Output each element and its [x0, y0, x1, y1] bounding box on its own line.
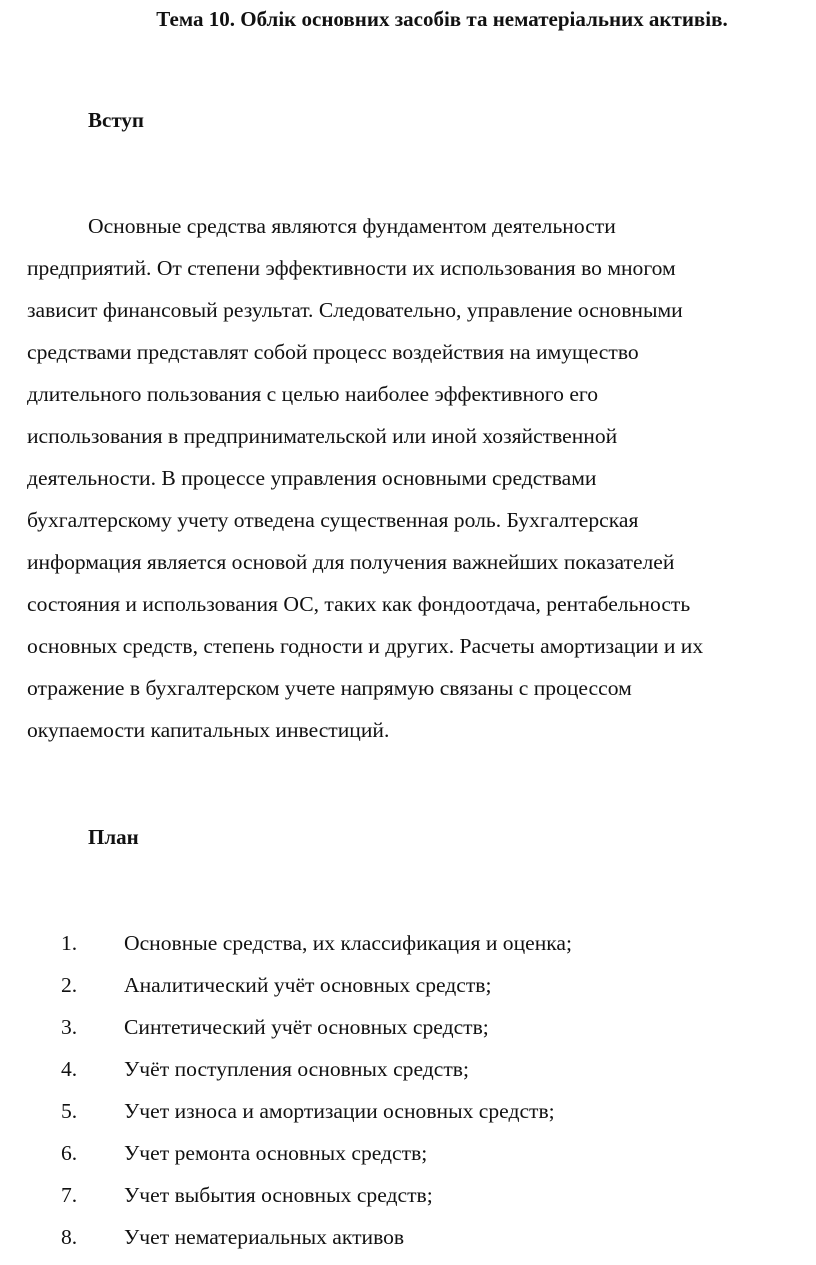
plan-item-number: 6.	[61, 1141, 78, 1165]
paragraph-line: информация является основой для получения важнейших показателей	[27, 550, 675, 574]
plan-item-number: 4.	[61, 1057, 78, 1081]
paragraph-line: деятельности. В процессе управления основными средствами	[27, 466, 597, 490]
plan-item-number: 5.	[61, 1099, 78, 1123]
paragraph-line: средствами представлят собой процесс воздействия на имущество	[27, 340, 639, 364]
plan-item-number: 1.	[61, 931, 78, 955]
paragraph-line: предприятий. От степени эффективности их использования во многом	[27, 256, 676, 280]
paragraph-line: бухгалтерскому учету отведена существенная роль. Бухгалтерская	[27, 508, 639, 532]
paragraph-line: использования в предпринимательской или иной хозяйственной	[27, 424, 618, 448]
paragraph-line: основных средств, степень годности и других. Расчеты амортизации и их	[27, 634, 704, 658]
paragraph-line: зависит финансовый результат. Следовательно, управление основными	[27, 298, 683, 322]
plan-item-number: 3.	[61, 1015, 78, 1039]
plan-heading: План	[88, 825, 139, 849]
plan-item-number: 7.	[61, 1183, 78, 1207]
plan-item-number: 2.	[61, 973, 78, 997]
plan-item-text: Учет нематериальных активов	[124, 1225, 405, 1249]
plan-item-text: Синтетический учёт основных средств;	[124, 1015, 489, 1039]
paragraph-line: отражение в бухгалтерском учете напрямую связаны с процессом	[27, 676, 632, 700]
paragraph-line: Основные средства являются фундаментом деятельности	[88, 214, 616, 238]
paragraph-line: длительного пользования с целью наиболее эффективного его	[27, 382, 599, 406]
paragraph-line: окупаемости капитальных инвестиций.	[27, 718, 390, 742]
document-title: Тема 10. Облік основних засобів та нематеріальних активів.	[156, 7, 728, 31]
plan-item-number: 8.	[61, 1225, 78, 1249]
plan-item-text: Учет ремонта основных средств;	[124, 1141, 428, 1165]
plan-item-text: Учёт поступления основных средств;	[124, 1057, 469, 1081]
intro-heading: Вступ	[88, 108, 144, 132]
plan-item-text: Основные средства, их классификация и оценка;	[124, 931, 573, 955]
plan-item-text: Учет выбытия основных средств;	[124, 1183, 433, 1207]
plan-item-text: Учет износа и амортизации основных средств;	[124, 1099, 555, 1123]
plan-item-text: Аналитический учёт основных средств;	[124, 973, 492, 997]
intro-paragraph	[27, 205, 797, 751]
paragraph-line: состояния и использования ОС, таких как фондоотдача, рентабельность	[27, 592, 691, 616]
